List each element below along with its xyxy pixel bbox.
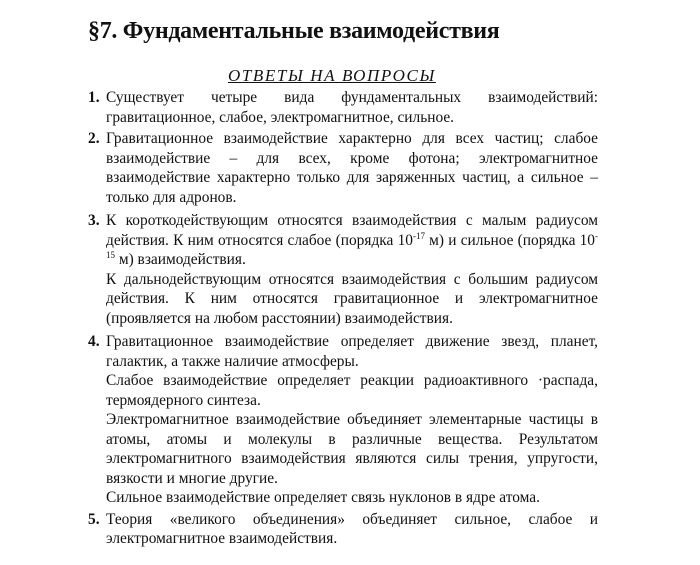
answer-item-2 bbox=[88, 129, 598, 207]
answer-number: 3. bbox=[88, 212, 100, 229]
answer-item-3 bbox=[88, 211, 598, 328]
exponent: -15 bbox=[106, 230, 599, 260]
answer-paragraph bbox=[106, 211, 598, 270]
text-fragment: м) взаимодействия. bbox=[115, 251, 246, 268]
text-fragment: м) и сильное (порядка 10 bbox=[424, 231, 596, 249]
section-title: §7. Фундаментальные взаимодействия bbox=[88, 18, 500, 44]
answer-number: 2. bbox=[88, 130, 100, 147]
answer-paragraph: Гравитационное взаимодействие характерно для всех частиц; слабое взаимодействие – для всех, кроме фотона; электромагнитное взаимодействие характерно только для заряженных частиц, а сильное – только для адронов. bbox=[106, 130, 598, 206]
answer-number: 5. bbox=[88, 510, 100, 528]
answer-paragraph: Электромагнитное взаимодействие объединяет элементарные частицы в атомы, атомы и молекулы в различные вещества. Результатом электромагнитного взаимодействия являются силы трения, упругости, вязкости и многие другие. bbox=[106, 411, 598, 487]
answers-heading: ОТВЕТЫ НА ВОПРОСЫ bbox=[228, 66, 436, 85]
answer-item-4 bbox=[88, 332, 598, 508]
answer-item-5 bbox=[88, 510, 598, 549]
answer-item-1 bbox=[88, 88, 598, 127]
answer-number: 1. bbox=[88, 89, 100, 106]
answer-number: 4. bbox=[88, 333, 100, 350]
answer-paragraph: Слабое взаимодействие определяет реакции радиоактивного ·распада, термоядерного синтеза. bbox=[106, 372, 598, 409]
exponent: -17 bbox=[412, 230, 425, 241]
answer-paragraph: Существует четыре вида фундаментальных взаимодействий: гравитационное, слабое, электромагнитное, сильное. bbox=[106, 89, 598, 126]
answer-paragraph: Теория «великого объединения» объединяет сильное, слабое и электромагнитное взаимодействия. bbox=[106, 510, 598, 547]
text-fragment: К короткодействующим относятся взаимодействия с малым радиусом действия. К ним относятся слабое (порядка 10 bbox=[106, 212, 598, 249]
answer-paragraph: Сильное взаимодействие определяет связь нуклонов в ядре атома. bbox=[106, 489, 540, 506]
answer-paragraph: К дальнодействующим относятся взаимодействия с большим радиусом действия. К ним относятся гравитационное и электромагнитное (проявляется на любом расстоянии) взаимодействия. bbox=[106, 270, 598, 327]
answer-paragraph: Гравитационное взаимодействие определяет движение звезд, планет, галактик, а также наличие атмосферы. bbox=[106, 333, 598, 370]
answers-list bbox=[88, 88, 598, 549]
